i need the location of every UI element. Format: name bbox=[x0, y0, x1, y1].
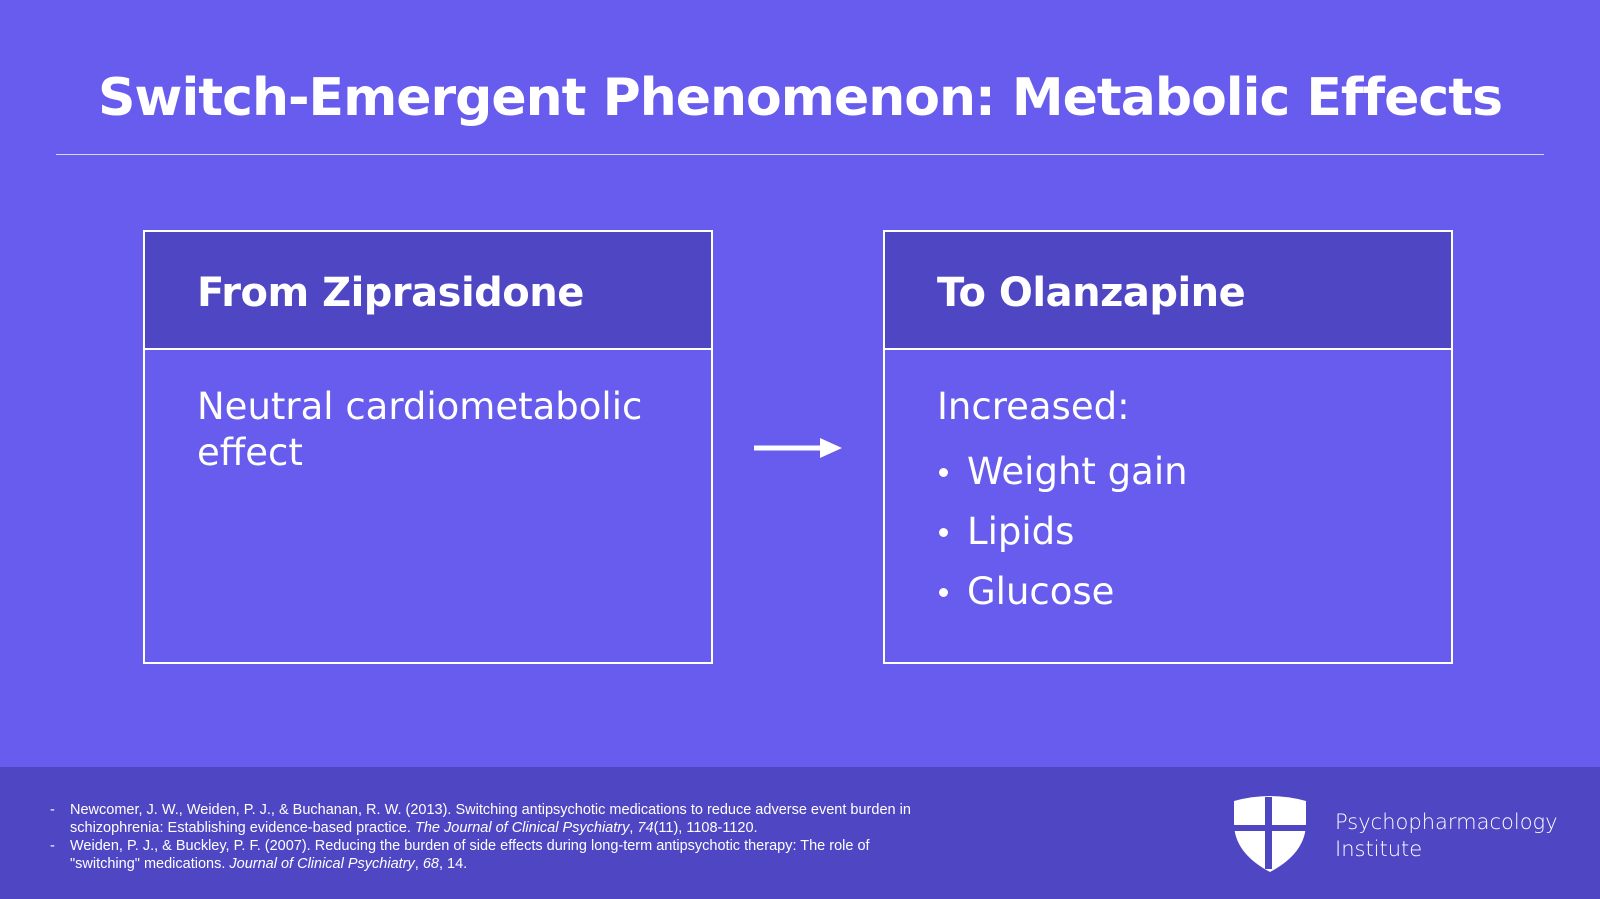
reference-pages: (11), 1108-1120. bbox=[653, 820, 758, 836]
to-card-body bbox=[885, 350, 1451, 622]
title-divider bbox=[56, 154, 1544, 155]
from-card-header bbox=[145, 232, 711, 350]
shield-logo-icon bbox=[1230, 795, 1310, 873]
from-card-body bbox=[145, 350, 711, 476]
reference-journal: Journal of Clinical Psychiatry bbox=[229, 856, 415, 872]
from-card bbox=[143, 230, 713, 664]
list-item-label: Weight gain bbox=[967, 450, 1188, 493]
reference-text: Newcomer, J. W., Weiden, P. J., & Buchanan, R. W. (2013). Switching antipsychotic medications to reduce adverse event burden in schizophrenia: Establishing evidence-based practice. bbox=[70, 802, 911, 836]
reference-separator: , bbox=[629, 820, 638, 836]
list-item bbox=[937, 562, 1411, 622]
references-list bbox=[50, 801, 930, 873]
list-item-label: Glucose bbox=[967, 570, 1115, 613]
logo-wordmark bbox=[1335, 809, 1558, 863]
list-item bbox=[937, 442, 1411, 502]
logo-line-1: Psychopharmacology bbox=[1335, 810, 1558, 834]
effects-list bbox=[937, 442, 1411, 622]
logo-line-2: Institute bbox=[1335, 837, 1423, 861]
reference-dash: - bbox=[50, 838, 55, 854]
reference-pages: , 14. bbox=[438, 856, 468, 872]
from-card-heading: From Ziprasidone bbox=[197, 270, 584, 316]
reference-volume: 68 bbox=[422, 856, 439, 872]
from-card-text: Neutral cardiometabolic effect bbox=[197, 385, 643, 474]
reference-text: Weiden, P. J., & Buckley, P. F. (2007). Reducing the burden of side effects during long-term antipsychotic therapy: The role of "switching" medications. bbox=[70, 838, 870, 872]
list-item-label: Lipids bbox=[967, 510, 1075, 553]
bullet-icon bbox=[939, 468, 948, 477]
bullet-icon bbox=[939, 528, 948, 537]
reference-dash: - bbox=[50, 802, 55, 818]
reference-journal: The Journal of Clinical Psychiatry bbox=[414, 820, 630, 836]
slide-title: Switch-Emergent Phenomenon: Metabolic Effects bbox=[97, 68, 1503, 128]
to-card bbox=[883, 230, 1453, 664]
footer bbox=[0, 767, 1600, 899]
to-card-heading: To Olanzapine bbox=[937, 270, 1246, 316]
right-arrow-icon bbox=[754, 436, 844, 460]
list-item bbox=[937, 502, 1411, 562]
to-card-intro: Increased: bbox=[937, 385, 1130, 428]
bullet-icon bbox=[939, 588, 948, 597]
reference-volume: 74 bbox=[637, 820, 654, 836]
reference-item bbox=[50, 837, 930, 873]
reference-separator: , bbox=[414, 856, 423, 872]
reference-item bbox=[50, 801, 930, 837]
to-card-header bbox=[885, 232, 1451, 350]
